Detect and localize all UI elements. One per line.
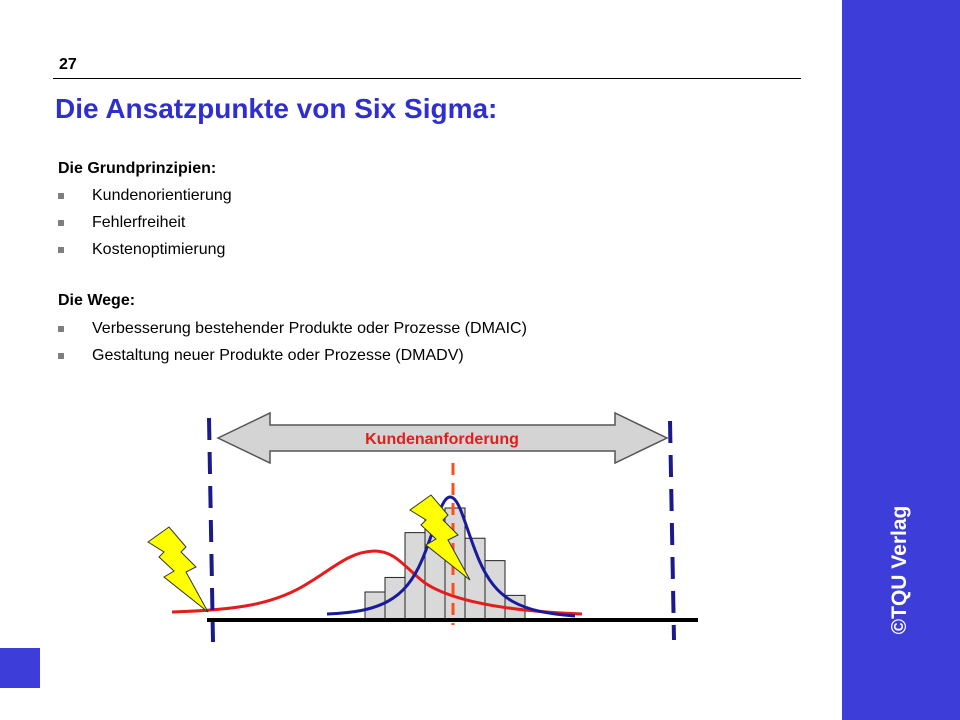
requirement-label: Kundenanforderung [365,431,519,448]
slide-title: Die Ansatzpunkte von Six Sigma: [55,93,498,124]
lower-limit-line [209,418,213,642]
bullet-text: Fehlerfreiheit [92,214,186,231]
lightning-icon [148,527,208,612]
ways-heading: Die Wege: [58,292,136,309]
page-number: 27 [59,56,77,73]
principles-heading: Die Grundprinzipien: [58,160,217,177]
brand-text: ©TQU Verlag [888,505,911,635]
bullet-text: Verbesserung bestehender Produkte oder Prozesse (DMAIC) [92,320,527,337]
histogram-bar [485,561,505,620]
bullet-text: Gestaltung neuer Produkte oder Prozesse (DMADV) [92,347,464,364]
histogram-bar [385,577,405,620]
bullet-text: Kundenorientierung [92,187,232,204]
upper-limit-line [670,421,674,640]
bullet-text: Kostenoptimierung [92,241,226,258]
